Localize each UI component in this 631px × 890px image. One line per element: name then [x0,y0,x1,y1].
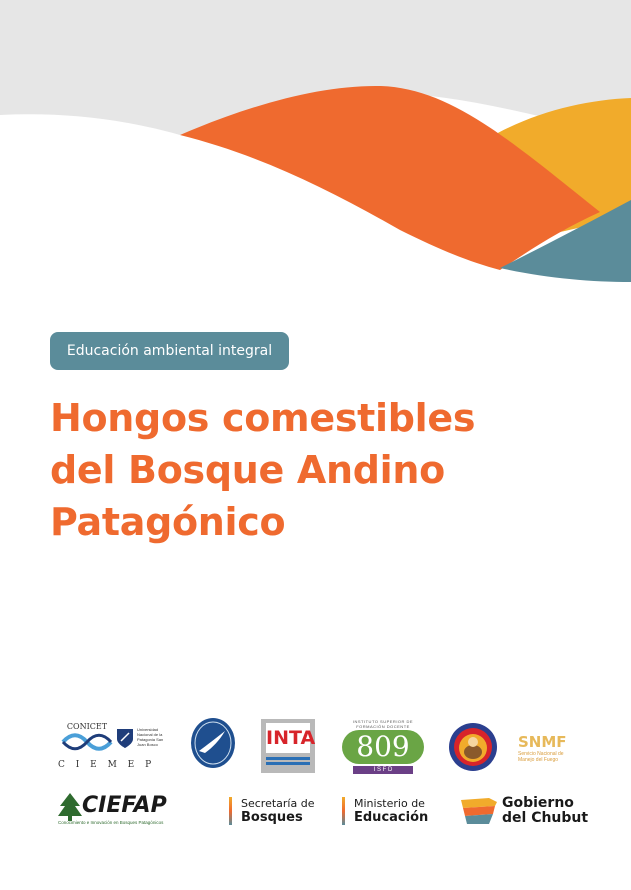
chubut-map-icon [459,796,499,826]
bird-emblem-icon [189,717,237,769]
category-badge: Educación ambiental integral [50,332,289,370]
snmf-logo: SNMF Servicio Nacional de Manejo del Fuego [518,733,567,763]
firefighter-badge-icon [448,722,498,772]
header-waves [0,0,631,300]
unpsjb-logo: Universidad Nacional de la Patagonia San Juan Bosco [116,727,174,751]
title-line-1: Hongos comestibles [50,396,476,440]
gobierno-chubut-logo: Gobierno del Chubut [459,796,589,826]
conicet-logo: CONICET [57,722,117,762]
unpsjb-shield-icon [116,727,134,749]
firefighter-logo [448,722,498,777]
ciemep-label: C I E M E P [58,760,156,770]
ciefap-logo: CIEFAP Conocimiento e Innovación en Bosques Patagónicos [58,793,167,825]
document-title [50,392,610,548]
isfd-809-logo: INSTITUTO SUPERIOR DE FORMACIÓN DOCENTE 809 I S F D [339,719,427,775]
inta-logo: INTA [261,719,315,773]
title-line-3: Patagónico [50,500,286,544]
secretaria-bosques-logo: Secretaría de Bosques [229,797,329,825]
conicet-wave-icon [57,731,117,753]
ministerio-educacion-logo: Ministerio de Educación [342,797,442,825]
tree-icon [56,792,84,822]
title-line-2: del Bosque Andino [50,448,445,492]
bird-logo [189,717,237,774]
